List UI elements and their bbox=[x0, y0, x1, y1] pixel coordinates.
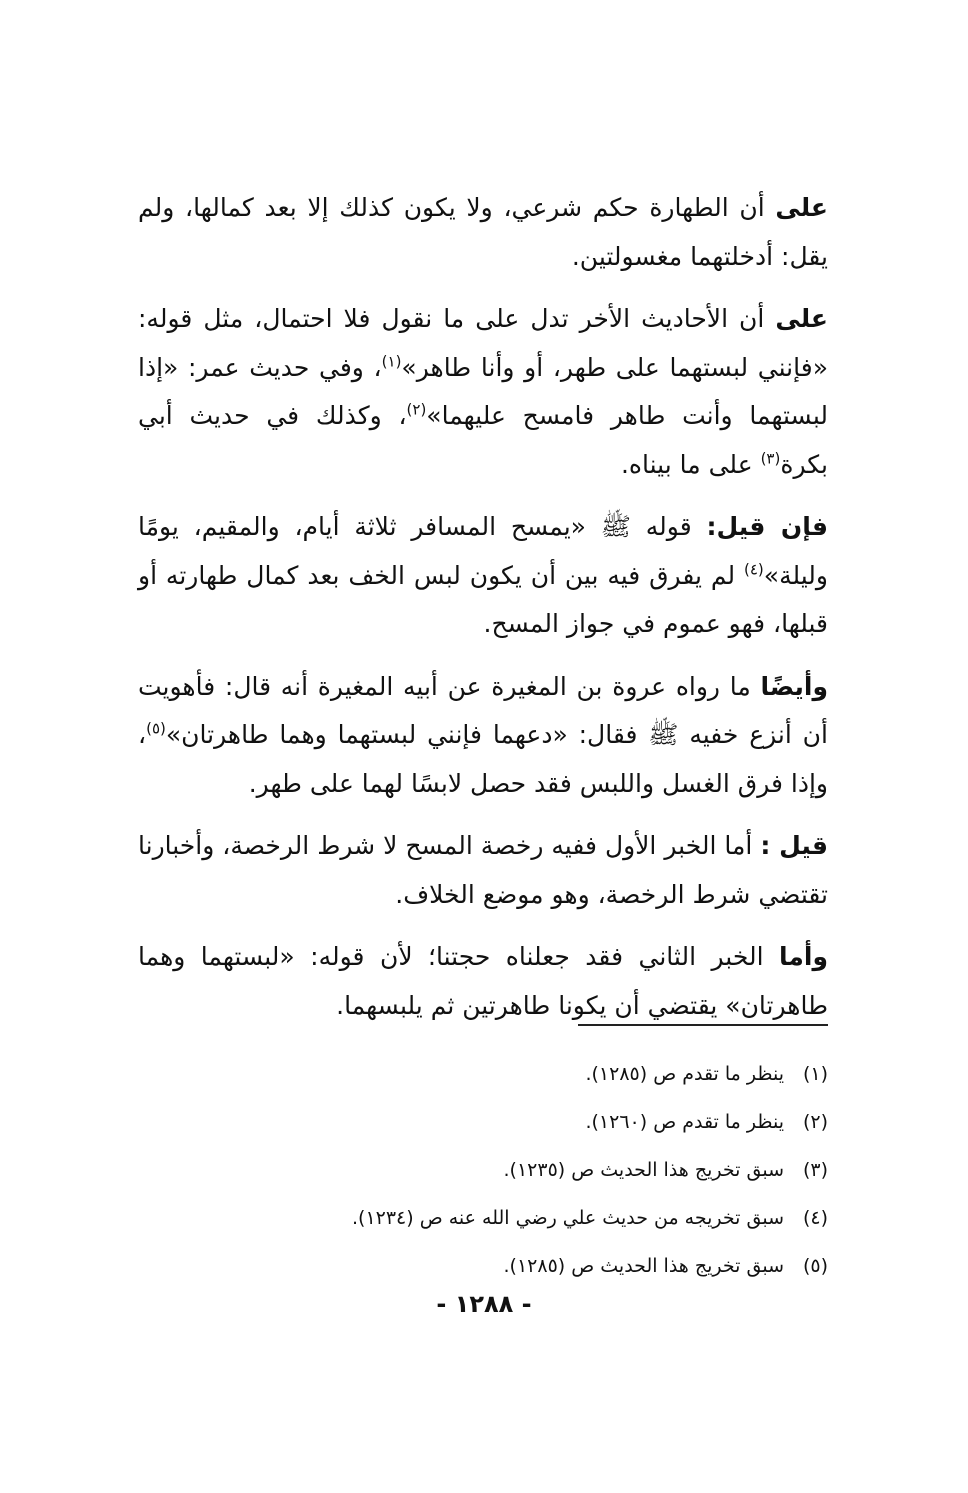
footnote-1 bbox=[138, 1050, 828, 1098]
paragraph-lead: قيل : bbox=[760, 831, 828, 860]
footnote-text: ينظر ما تقدم ص (١٢٦٠). bbox=[585, 1111, 784, 1133]
footnote-text: ينظر ما تقدم ص (١٢٨٥). bbox=[585, 1063, 784, 1085]
main-text bbox=[138, 184, 828, 1030]
footnote-text: سبق تخريجه من حديث علي رضي الله عنه ص (١٢٣٤). bbox=[351, 1207, 784, 1229]
paragraph-6 bbox=[138, 933, 828, 1030]
footnote-number: (٢) bbox=[802, 1111, 828, 1133]
footnote-number: (٤) bbox=[802, 1207, 828, 1229]
paragraph-lead: وأيضًا bbox=[760, 671, 828, 701]
paragraph-2 bbox=[138, 295, 828, 489]
paragraph-text: ما رواه عروة بن المغيرة عن أبيه المغيرة أنه قال: فأهويت أن أنزع خفيه ﷺ فقال: «دعهما فإنني لبستهما وهما طاهرتان» bbox=[138, 671, 828, 749]
footnote-number: (١) bbox=[802, 1063, 828, 1085]
footnote-separator bbox=[578, 1024, 828, 1026]
footnote-text: سبق تخريج هذا الحديث ص (١٢٨٥). bbox=[503, 1255, 784, 1277]
footnote-3 bbox=[138, 1146, 828, 1194]
paragraph-text: الخبر الثاني فقد جعلناه حجتنا؛ لأن قوله: «لبستهما وهما طاهرتان» يقتضي أن يكونا طاهرتين ثم يلبسهما. bbox=[138, 942, 828, 1020]
paragraph-lead: على bbox=[775, 193, 828, 222]
page-number: - ١٢٨٨ - bbox=[436, 1290, 532, 1318]
paragraph-4 bbox=[138, 663, 828, 809]
paragraph-text: على ما بيناه. bbox=[620, 449, 761, 479]
paragraph-lead: على bbox=[775, 304, 828, 333]
paragraph-lead: وأما bbox=[779, 942, 828, 971]
footnote-reference: (٣) bbox=[760, 449, 781, 468]
paragraph-1 bbox=[138, 184, 828, 281]
footnote-2 bbox=[138, 1098, 828, 1146]
footnote-text: سبق تخريج هذا الحديث ص (١٢٣٥). bbox=[503, 1159, 784, 1181]
footnote-number: (٣) bbox=[802, 1159, 828, 1181]
paragraph-5 bbox=[138, 822, 828, 919]
footnote-reference: (٤) bbox=[744, 560, 764, 579]
footnote-number: (٥) bbox=[802, 1255, 828, 1277]
paragraph-text: ، وإذا فرق الغسل واللبس فقد حصل لابسًا لهما على طهر. bbox=[138, 720, 828, 798]
footnote-reference: (١) bbox=[381, 352, 402, 371]
paragraph-lead: فإن قيل: bbox=[706, 512, 828, 541]
paragraph-text: لم يفرق فيه بين أن يكون لبس الخف بعد كمال طهارته أو قبلها، فهو عموم في جواز المسح. bbox=[138, 560, 828, 638]
paragraph-text: أن الأحاديث الأخر تدل على ما نقول فلا احتمال، مثل قوله: «فإنني لبستهما على طهر، أو وأنا طاهر» bbox=[138, 304, 828, 382]
paragraph-text: ، وكذلك في حديث أبي بكرة bbox=[138, 401, 828, 479]
paragraph-text: أما الخبر الأول ففيه رخصة المسح لا شرط الرخصة، وأخبارنا تقتضي شرط الرخصة، وهو موضع الخلاف. bbox=[138, 831, 828, 909]
footnote-5 bbox=[138, 1242, 828, 1290]
paragraph-text: أن الطهارة حكم شرعي، ولا يكون كذلك إلا بعد كمالها، ولم يقل: أدخلتهما مغسولتين. bbox=[138, 193, 828, 271]
paragraph-text: ، وفي حديث عمر: «إذا لبستهما وأنت طاهر فامسح عليهما» bbox=[138, 352, 828, 430]
footnote-reference: (٢) bbox=[406, 400, 427, 419]
footnote-4 bbox=[138, 1194, 828, 1242]
footnote-reference: (٥) bbox=[146, 719, 166, 738]
footnotes bbox=[138, 1050, 828, 1290]
paragraph-text: قوله ﷺ «يمسح المسافر ثلاثة أيام، والمقيم، يومًا وليلة» bbox=[138, 512, 828, 590]
paragraph-3 bbox=[138, 503, 828, 649]
